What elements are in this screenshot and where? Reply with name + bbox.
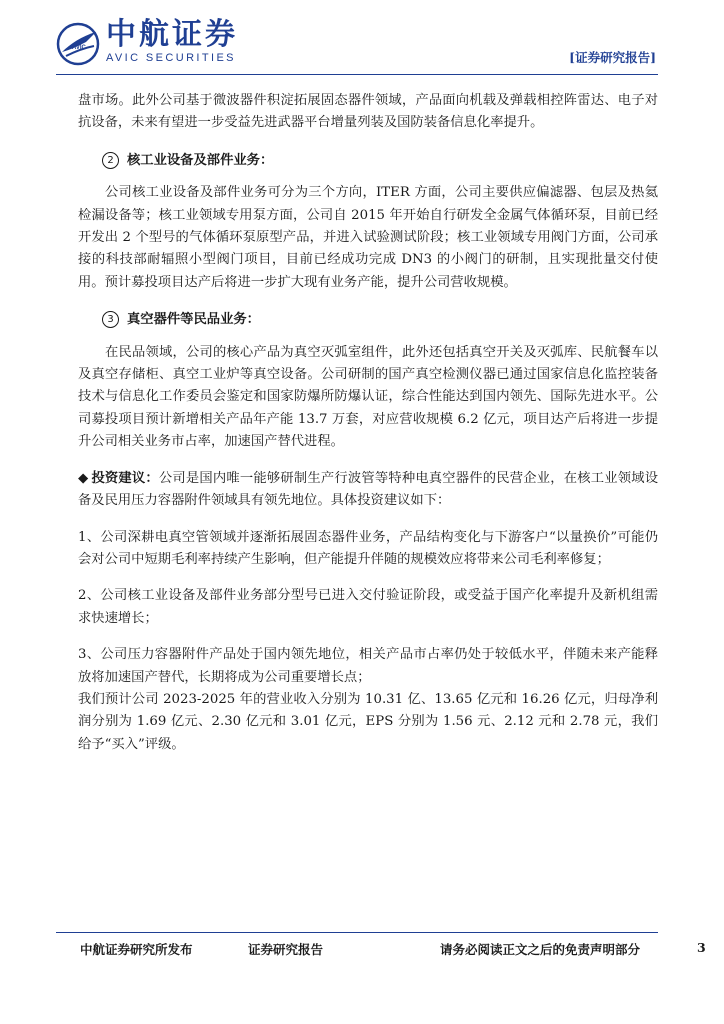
investment-text: 公司是国内唯一能够研制生产行波管等特种电真空器件的民营企业，在核工业领域设备及民用压力容器附件领域具有领先地位。具体投资建议如下： [78,470,659,509]
paragraph-intro: 盘市场。此外公司基于微波器件积淀拓展固态器件领域，产品面向机载及弹载相控阵雷达、电子对抗设备，未来有望进一步受益先进武器平台增量列装及国防装备信息化率提升。 [78,93,658,131]
footer-report-type: 证券研究报告 [248,942,324,957]
advice-point-2: 2、公司核工业设备及部件业务部分型号已进入交付验证阶段，或受益于国产化率提升及新机组需求快速增长； [78,588,658,626]
svg-text:AVIC: AVIC [72,45,86,51]
forecast-paragraph: 我们预计公司 2023-2025 年的营业收入分别为 10.31 亿、13.65 亿元和 16.26 亿元，归母净利润分别为 1.69 亿元、2.30 亿元和 3.01 亿元，EPS 分别为 1.56 元、2.12 元和 2.78 元，我们给予“买入”评级。 [78,691,658,752]
logo-english-text: AVIC SECURITIES [106,52,236,64]
paragraph-nuclear: 公司核工业设备及部件业务可分为三个方向，ITER 方面，公司主要供应偏滤器、包层及热氦检漏设备等；核工业领域专用泵方面，公司自 2015 年开始自行研发全金属气体循环泵，目前已经开发出 2 个型号的气体循环泵原型产品，并进入试验测试阶段；核工业领域专用阀门方面，公司承接的科技部耐辐照小型阀门项目，目前已经成功完成 DN3 的小阀门的研制，且实现批量交付使用。预计募投项目达产后将进一步扩大现有业务产能，提升公司营收规模。 [78,185,658,290]
section-title-nuclear: 核工业设备及部件业务： [127,152,274,168]
footer-publisher: 中航证券研究所发布 [80,942,193,957]
report-type-tag: [证券研究报告] [569,50,656,65]
section-number-2: 2 [102,152,119,169]
section-title-vacuum: 真空器件等民品业务： [127,312,260,328]
report-header [0,0,724,80]
section-number-3: 3 [102,311,119,328]
logo-chinese-text: 中航证券 [106,17,238,52]
header-divider [56,74,658,75]
main-content [78,90,658,756]
investment-label: 投资建议： [91,470,159,486]
paragraph-vacuum: 在民品领域，公司的核心产品为真空灭弧室组件，此外还包括真空开关及灭弧库、民航餐车以及真空存储柜、真空工业炉等真空设备。公司研制的国产真空检测仪器已通过国家信息化监控装备技术与信息化工作委员会鉴定和国家防爆所防爆认证，综合性能达到国内领先、国际先进水平。公司募投项目预计新增相关产品年产能 13.7 万套，对应营收规模 6.2 亿元，项目达产后将进一步提升公司相关业务市占率，加速国产替代进程。 [78,344,658,450]
advice-point-3: 3、公司压力容器附件产品处于国内领先地位，相关产品市占率仍处于较低水平，伴随未来产能释放将加速国产替代，长期将成为公司重要增长点； [78,647,658,685]
section-heading-vacuum [102,309,658,331]
advice-point-1: 1、公司深耕电真空管领域并逐渐拓展固态器件业务，产品结构变化与下游客户“以量换价”可能仍会对公司中短期毛利率持续产生影响，但产能提升伴随的规模效应将带来公司毛利率修复； [78,529,658,567]
footer-divider [56,932,658,933]
page-number: 3 [697,940,706,955]
section-heading-nuclear [102,150,658,172]
investment-advice [78,468,658,513]
footer-disclaimer: 请务必阅读正文之后的免责声明部分 [440,942,641,957]
avic-logo-icon [56,22,100,66]
diamond-bullet-icon: ◆ [78,470,89,486]
